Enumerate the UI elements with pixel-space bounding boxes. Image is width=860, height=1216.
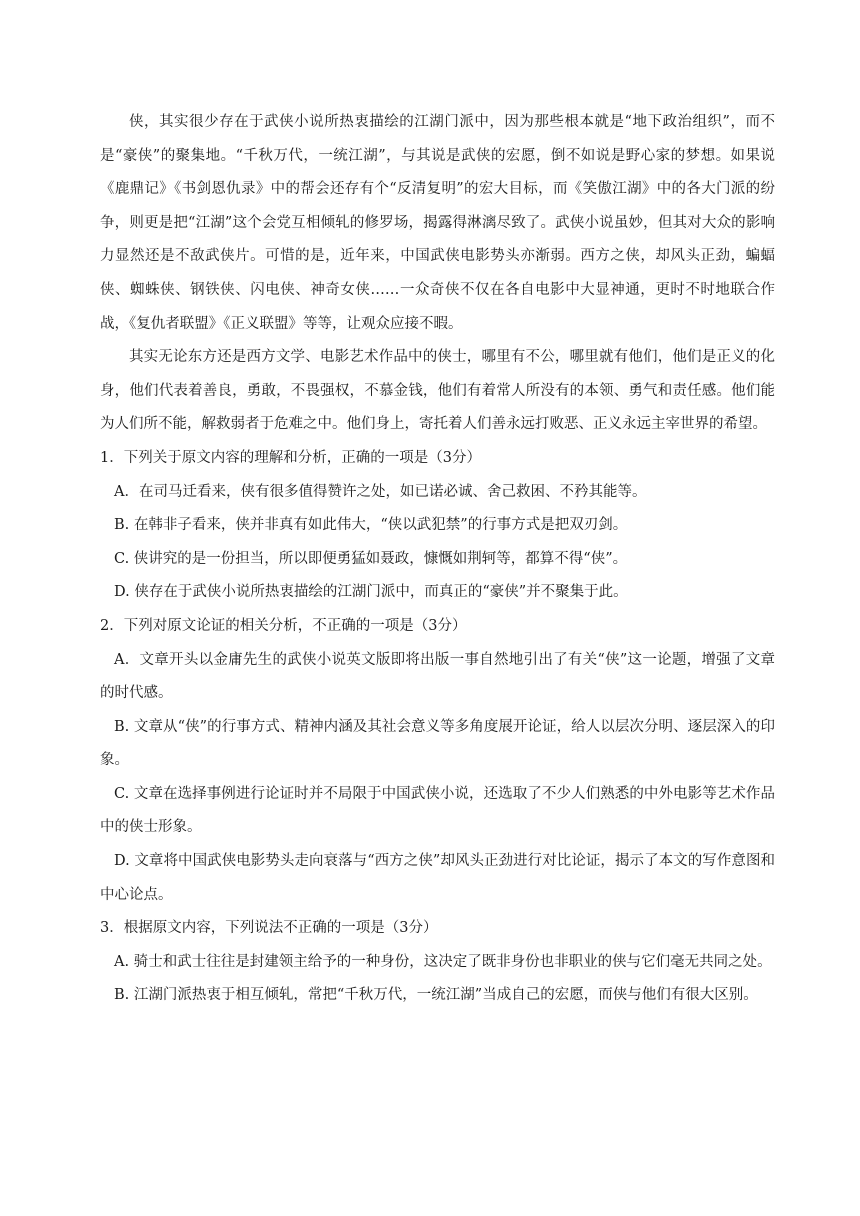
question-1-option-d: D. 侠存在于武侠小说所热衷描绘的江湖门派中，而真正的“豪侠”并不聚集于此。 (114, 584, 628, 601)
question-2 (100, 610, 775, 912)
passage-paragraph-2: 其实无论东方还是西方文学、电影艺术作品中的侠士，哪里有不公，哪里就有他们，他们是正义的化身，他们代表着善良，勇敢，不畏强权，不慕金钱，他们有着常人所没有的本领、勇气和责任感。他们能为人们所不能，解救弱者于危难之中。他们身上，寄托着人们善永远打败恶、正义永远主宰世界的希望。 (100, 349, 775, 433)
question-1-option-c: C. 侠讲究的是一份担当，所以即便勇猛如聂政，慷慨如荆轲等，都算不得“侠”。 (114, 550, 628, 567)
question-3 (100, 912, 775, 1013)
question-2-option-c: C. 文章在选择事例进行论证时并不局限于中国武侠小说，还选取了不少人们熟悉的中外电影等艺术作品中的侠士形象。 (100, 785, 775, 836)
question-2-option-d: D. 文章将中国武侠电影势头走向衰落与“西方之侠”却风头正劲进行对比论证，揭示了本文的写作意图和中心论点。 (100, 853, 775, 903)
question-1 (100, 442, 775, 610)
question-3-stem: 3．根据原文内容，下列说法不正确的一项是（3分） (100, 920, 438, 937)
question-2-option-a: A．文章开头以金庸先生的武侠小说英文版即将出版一事自然地引出了有关“侠”这一论题，增强了文章的时代感。 (100, 651, 775, 702)
question-3-option-a: A. 骑士和武士往往是封建领主给予的一种身份，这决定了既非身份也非职业的侠与它们毫无共同之处。 (114, 953, 772, 970)
question-2-option-b: B. 文章从“侠”的行事方式、精神内涵及其社会意义等多角度展开论证，给人以层次分明、逐层深入的印象。 (100, 718, 775, 769)
passage-paragraph-1: 侠，其实很少存在于武侠小说所热衷描绘的江湖门派中，因为那些根本就是“地下政治组织”，而不是“豪侠”的聚集地。“千秋万代，一统江湖”，与其说是武侠的宏愿，倒不如说是野心家的梦想。如果说《鹿鼎记》《书剑恩仇录》中的帮会还存有个“反清复明”的宏大目标，而《笑傲江湖》中的各大门派的纷争，则更是把“江湖”这个会党互相倾轧的修罗场，揭露得淋漓尽致了。武侠小说虽妙，但其对大众的影响力显然还是不敌武侠片。可惜的是，近年来，中国武侠电影势头亦渐弱。西方之侠，却风头正劲，蝙蝠侠、蜘蛛侠、钢铁侠、闪电侠、神奇女侠……一众奇侠不仅在各自电影中大显神通，更时不时地联合作战，《复仇者联盟》《正义联盟》等等，让观众应接不暇。 (100, 114, 775, 332)
question-2-stem: 2．下列对原文论证的相关分析，不正确的一项是（3分） (100, 617, 467, 634)
exam-page (100, 106, 775, 1013)
question-3-option-b: B. 江湖门派热衷于相互倾轧，常把“千秋万代，一统江湖”当成自己的宏愿，而侠与他们有很大区别。 (114, 987, 758, 1004)
question-1-option-a: A．在司马迁看来，侠有很多值得赞许之处，如已诺必诚、舍己救困、不矜其能等。 (114, 483, 647, 500)
question-1-option-b: B. 在韩非子看来，侠并非真有如此伟大，“侠以武犯禁”的行事方式是把双刃剑。 (114, 517, 628, 534)
question-1-stem: 1．下列关于原文内容的理解和分析，正确的一项是（3分） (100, 449, 481, 466)
